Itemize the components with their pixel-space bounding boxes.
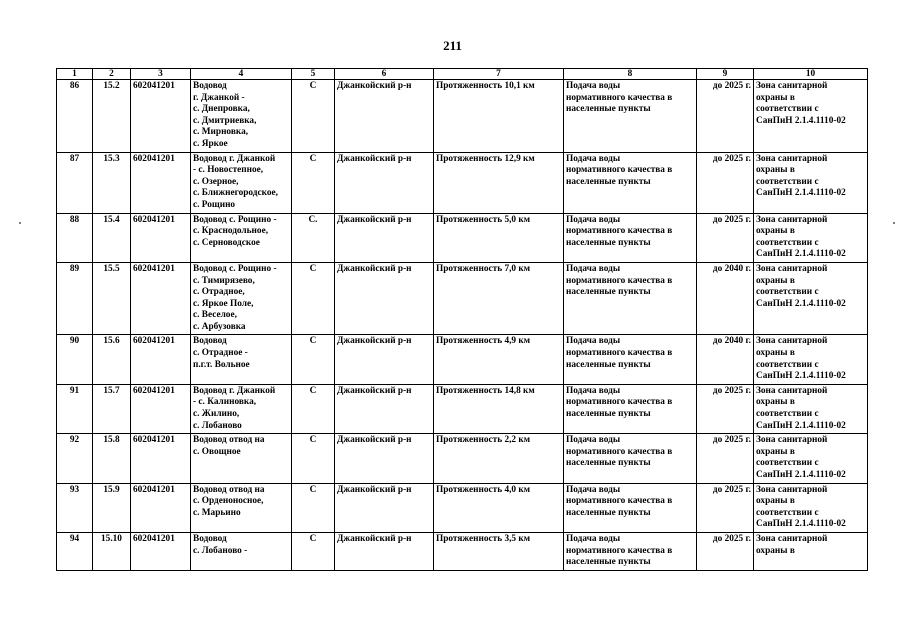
district-cell: Джанкойский р-н (335, 434, 434, 483)
object-id-cell: 602041201 (131, 335, 191, 384)
header-cell: 7 (434, 69, 564, 80)
object-name-cell-line: с. Ближнегородское, (193, 188, 278, 199)
object-name-cell-line: с. Днепровка, (193, 104, 250, 115)
district-cell: Джанкойский р-н (335, 532, 434, 570)
header-cell: 2 (93, 69, 131, 80)
deadline-cell: до 2025 г. (697, 213, 754, 262)
purpose-cell (564, 152, 697, 213)
purpose-cell (564, 80, 697, 153)
scan-speck (893, 222, 895, 224)
row-number-cell: 88 (57, 213, 93, 262)
protection-zone-cell-line: СанПиН 2.1.4.1110-02 (756, 420, 846, 431)
status-cell: С (292, 384, 335, 433)
length-cell: Протяженность 12,9 км (434, 152, 564, 213)
length-cell: Протяженность 14,8 км (434, 384, 564, 433)
protection-zone-cell-line: охраны в (756, 165, 795, 176)
purpose-cell (564, 532, 697, 570)
purpose-cell-line: населенные пункты (566, 557, 651, 568)
purpose-cell-line: Подача воды (566, 336, 621, 347)
purpose-cell (564, 335, 697, 384)
protection-zone-cell-line: Зона санитарной (756, 263, 828, 274)
item-code-cell: 15.5 (93, 262, 131, 335)
protection-zone-cell (754, 213, 868, 262)
purpose-cell-line: Подача воды (566, 214, 621, 225)
protection-zone-cell-line: охраны в (756, 226, 795, 237)
protection-zone-cell-line: соответствии с (756, 176, 819, 187)
protection-zone-cell-line: охраны в (756, 348, 795, 359)
protection-zone-cell (754, 262, 868, 335)
object-name-cell-line: Водовод с. Рощино - (193, 214, 277, 225)
object-name-cell (191, 483, 292, 532)
item-code-cell: 15.7 (93, 384, 131, 433)
object-name-cell-line: с. Яркое Поле, (193, 298, 254, 309)
item-code-cell: 15.3 (93, 152, 131, 213)
protection-zone-cell-line: охраны в (756, 545, 795, 556)
row-number-cell: 92 (57, 434, 93, 483)
object-name-cell-line: п.г.т. Вольное (193, 359, 250, 370)
header-cell: 1 (57, 69, 93, 80)
object-name-cell (191, 262, 292, 335)
purpose-cell-line: Подача воды (566, 81, 621, 91)
status-cell: С (292, 152, 335, 213)
purpose-cell-line: населенные пункты (566, 507, 651, 518)
purpose-cell (564, 483, 697, 532)
object-id-cell: 602041201 (131, 262, 191, 335)
status-cell: С. (292, 213, 335, 262)
protection-zone-cell-line: Зона санитарной (756, 81, 828, 91)
purpose-cell-line: нормативного качества в (566, 275, 673, 286)
table-row (57, 262, 868, 335)
purpose-cell-line: населенные пункты (566, 237, 651, 248)
item-code-cell: 15.6 (93, 335, 131, 384)
object-name-cell-line: с. Жилино, (193, 409, 240, 420)
protection-zone-cell-line: соответствии с (756, 359, 819, 370)
object-id-cell: 602041201 (131, 80, 191, 153)
header-cell: 8 (564, 69, 697, 80)
length-cell: Протяженность 7,0 км (434, 262, 564, 335)
protection-zone-cell-line: Зона санитарной (756, 435, 828, 446)
purpose-cell-line: населенные пункты (566, 176, 651, 187)
purpose-cell-line: Подача воды (566, 385, 621, 396)
object-name-cell-line: с. Арбузовка (193, 321, 246, 332)
status-cell: С (292, 483, 335, 532)
object-name-cell-line: с. Отрадное - (193, 348, 248, 359)
object-name-cell-line: с. Краснодольное, (193, 226, 269, 237)
protection-zone-cell-line: СанПиН 2.1.4.1110-02 (756, 249, 846, 260)
object-name-cell-line: с. Яркое (193, 138, 228, 149)
header-cell: 6 (335, 69, 434, 80)
district-cell: Джанкойский р-н (335, 384, 434, 433)
deadline-cell: до 2025 г. (697, 483, 754, 532)
object-name-cell-line: с. Мирновка, (193, 127, 249, 138)
protection-zone-cell-line: охраны в (756, 496, 795, 507)
deadline-cell: до 2025 г. (697, 434, 754, 483)
object-name-cell-line: Водовод г. Джанкой (193, 153, 276, 164)
header-cell: 9 (697, 69, 754, 80)
purpose-cell-line: населенные пункты (566, 409, 651, 420)
deadline-cell: до 2040 г. (697, 262, 754, 335)
header-cell: 10 (754, 69, 868, 80)
object-id-cell: 602041201 (131, 152, 191, 213)
protection-zone-cell-line: Зона санитарной (756, 153, 828, 164)
length-cell: Протяженность 4,0 км (434, 483, 564, 532)
object-name-cell (191, 434, 292, 483)
object-id-cell: 602041201 (131, 213, 191, 262)
object-name-cell-line: - с. Новостепное, (193, 165, 264, 176)
header-row (57, 69, 868, 80)
protection-zone-cell-line: охраны в (756, 446, 795, 457)
protection-zone-cell-line: Зона санитарной (756, 336, 828, 347)
object-name-cell (191, 532, 292, 570)
protection-zone-cell-line: охраны в (756, 397, 795, 408)
object-id-cell: 602041201 (131, 532, 191, 570)
protection-zone-cell-line: Зона санитарной (756, 484, 828, 495)
object-id-cell: 602041201 (131, 384, 191, 433)
purpose-cell-line: нормативного качества в (566, 545, 673, 556)
protection-zone-cell-line: СанПиН 2.1.4.1110-02 (756, 371, 846, 382)
table-body (57, 80, 868, 571)
table-row (57, 152, 868, 213)
table-row (57, 213, 868, 262)
item-code-cell: 15.10 (93, 532, 131, 570)
object-name-cell-line: - с. Калиновка, (193, 397, 257, 408)
object-name-cell-line: с. Лобаново (193, 420, 242, 431)
protection-zone-cell-line: соответствии с (756, 409, 819, 420)
header-cell: 3 (131, 69, 191, 80)
object-name-cell-line: Водовод с. Рощино - (193, 263, 277, 274)
object-name-cell-line: с. Овощное (193, 446, 241, 457)
purpose-cell-line: Подача воды (566, 435, 621, 446)
length-cell: Протяженность 4,9 км (434, 335, 564, 384)
protection-zone-cell-line: СанПиН 2.1.4.1110-02 (756, 470, 846, 480)
protection-zone-cell-line: Зона санитарной (756, 385, 828, 396)
table-row (57, 80, 868, 153)
row-number-cell: 86 (57, 80, 93, 153)
district-cell: Джанкойский р-н (335, 335, 434, 384)
object-name-cell-line: с. Лобаново - (193, 545, 248, 556)
object-id-cell: 602041201 (131, 434, 191, 483)
header-cell: 5 (292, 69, 335, 80)
purpose-cell-line: населенные пункты (566, 359, 651, 370)
status-cell: С (292, 434, 335, 483)
deadline-cell: до 2025 г. (697, 80, 754, 153)
purpose-cell-line: нормативного качества в (566, 226, 673, 237)
scan-speck (19, 222, 21, 224)
object-name-cell-line: с. Отрадное, (193, 287, 245, 298)
district-cell: Джанкойский р-н (335, 262, 434, 335)
water-pipelines-table (56, 68, 868, 571)
object-name-cell-line: с. Веселое, (193, 310, 237, 321)
table-row (57, 483, 868, 532)
length-cell: Протяженность 5,0 км (434, 213, 564, 262)
object-name-cell-line: с. Тимирязево, (193, 275, 255, 286)
purpose-cell (564, 384, 697, 433)
status-cell: С (292, 335, 335, 384)
purpose-cell-line: нормативного качества в (566, 92, 673, 103)
length-cell: Протяженность 3,5 км (434, 532, 564, 570)
purpose-cell (564, 213, 697, 262)
deadline-cell: до 2025 г. (697, 152, 754, 213)
protection-zone-cell-line: охраны в (756, 275, 795, 286)
object-name-cell-line: Водовод (193, 533, 227, 544)
purpose-cell-line: населенные пункты (566, 104, 651, 115)
protection-zone-cell-line: соответствии с (756, 507, 819, 518)
protection-zone-cell (754, 483, 868, 532)
header-cell: 4 (191, 69, 292, 80)
row-number-cell: 94 (57, 532, 93, 570)
status-cell: С (292, 80, 335, 153)
purpose-cell-line: Подача воды (566, 263, 621, 274)
object-name-cell (191, 335, 292, 384)
object-name-cell-line: Водовод (193, 336, 227, 347)
protection-zone-cell (754, 335, 868, 384)
row-number-cell: 87 (57, 152, 93, 213)
table-row (57, 335, 868, 384)
protection-zone-cell (754, 434, 868, 483)
protection-zone-cell-line: Зона санитарной (756, 214, 828, 225)
deadline-cell: до 2025 г. (697, 532, 754, 570)
object-name-cell (191, 384, 292, 433)
row-number-cell: 93 (57, 483, 93, 532)
protection-zone-cell (754, 152, 868, 213)
protection-zone-cell-line: охраны в (756, 92, 795, 103)
purpose-cell (564, 262, 697, 335)
protection-zone-cell (754, 384, 868, 433)
object-name-cell-line: с. Марьино (193, 507, 241, 518)
purpose-cell-line: населенные пункты (566, 287, 651, 298)
protection-zone-cell-line: соответствии с (756, 237, 819, 248)
purpose-cell-line: Подача воды (566, 153, 621, 164)
purpose-cell-line: нормативного качества в (566, 397, 673, 408)
district-cell: Джанкойский р-н (335, 80, 434, 153)
page-number: 211 (443, 38, 462, 53)
item-code-cell: 15.8 (93, 434, 131, 483)
row-number-cell: 91 (57, 384, 93, 433)
object-name-cell-line: с. Серноводское (193, 237, 260, 248)
table-row (57, 434, 868, 483)
object-id-cell: 602041201 (131, 483, 191, 532)
district-cell: Джанкойский р-н (335, 483, 434, 532)
protection-zone-cell (754, 532, 868, 570)
row-number-cell: 89 (57, 262, 93, 335)
object-name-cell (191, 152, 292, 213)
object-name-cell-line: с. Рощино (193, 199, 236, 210)
protection-zone-cell (754, 80, 868, 153)
status-cell: С (292, 262, 335, 335)
purpose-cell-line: нормативного качества в (566, 446, 673, 457)
protection-zone-cell-line: соответствии с (756, 458, 819, 469)
deadline-cell: до 2025 г. (697, 384, 754, 433)
row-number-cell: 90 (57, 335, 93, 384)
object-name-cell-line: Водовод отвод на (193, 484, 265, 495)
object-name-cell-line: с. Орденоносное, (193, 496, 264, 507)
district-cell: Джанкойский р-н (335, 152, 434, 213)
deadline-cell: до 2040 г. (697, 335, 754, 384)
protection-zone-cell-line: Зона санитарной (756, 533, 828, 544)
protection-zone-cell-line: СанПиН 2.1.4.1110-02 (756, 298, 846, 309)
table-row (57, 384, 868, 433)
purpose-cell-line: нормативного качества в (566, 348, 673, 359)
item-code-cell: 15.2 (93, 80, 131, 153)
object-name-cell (191, 80, 292, 153)
item-code-cell: 15.9 (93, 483, 131, 532)
district-cell: Джанкойский р-н (335, 213, 434, 262)
protection-zone-cell-line: соответствии с (756, 287, 819, 298)
object-name-cell-line: г. Джанкой - (193, 92, 245, 103)
table-row (57, 532, 868, 570)
object-name-cell-line: с. Озерное, (193, 176, 239, 187)
length-cell: Протяженность 10,1 км (434, 80, 564, 153)
purpose-cell-line: Подача воды (566, 533, 621, 544)
status-cell: С (292, 532, 335, 570)
protection-zone-cell-line: СанПиН 2.1.4.1110-02 (756, 519, 846, 530)
object-name-cell-line: с. Дмитриевка, (193, 115, 257, 126)
length-cell: Протяженность 2,2 км (434, 434, 564, 483)
item-code-cell: 15.4 (93, 213, 131, 262)
object-name-cell-line: Водовод (193, 81, 227, 91)
purpose-cell-line: нормативного качества в (566, 165, 673, 176)
purpose-cell-line: нормативного качества в (566, 496, 673, 507)
purpose-cell-line: Подача воды (566, 484, 621, 495)
purpose-cell-line: населенные пункты (566, 458, 651, 469)
purpose-cell (564, 434, 697, 483)
protection-zone-cell-line: СанПиН 2.1.4.1110-02 (756, 115, 846, 126)
object-name-cell-line: Водовод г. Джанкой (193, 385, 276, 396)
object-name-cell (191, 213, 292, 262)
protection-zone-cell-line: СанПиН 2.1.4.1110-02 (756, 188, 846, 199)
object-name-cell-line: Водовод отвод на (193, 435, 265, 446)
protection-zone-cell-line: соответствии с (756, 104, 819, 115)
